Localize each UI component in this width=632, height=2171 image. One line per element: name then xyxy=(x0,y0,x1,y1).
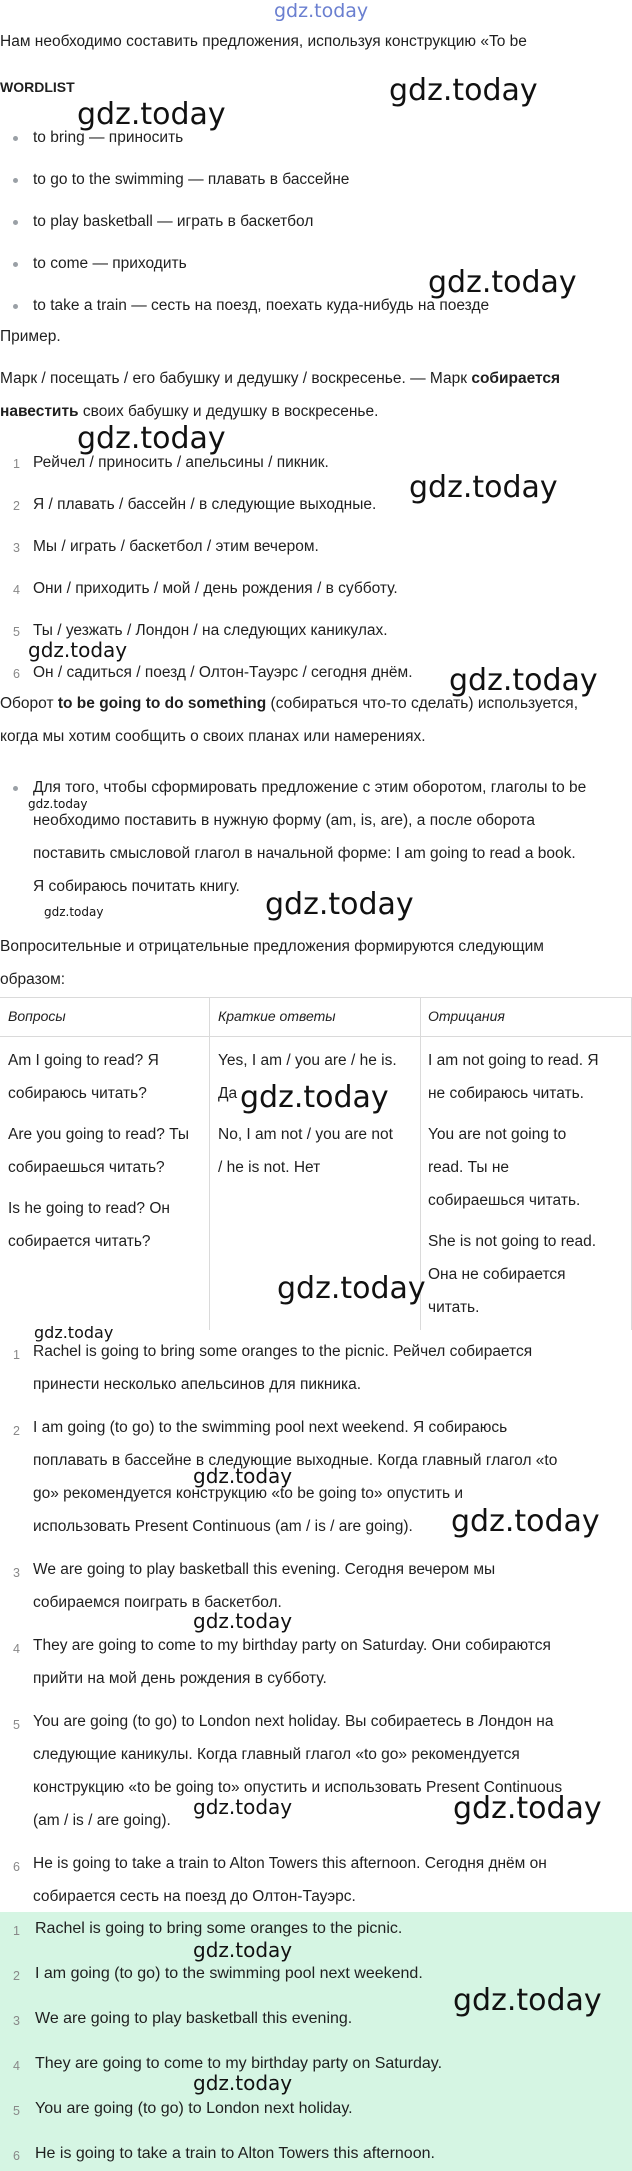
list-item: to take a train — сесть на поезд, поехать куда-нибудь на поезде xyxy=(33,297,490,314)
watermark: gdz.today xyxy=(453,1791,602,1826)
task-item: Рейчел / приносить / апельсины / пикник. xyxy=(33,454,329,471)
answer-line: собирается сесть на поезд до Олтон-Тауэрс. xyxy=(33,1888,356,1905)
rule-text: Оборот to be going to do something (собираться что-то сделать) используется, xyxy=(0,695,579,712)
watermark: gdz.today xyxy=(28,797,88,811)
table-cell: собираешься читать. xyxy=(428,1192,581,1209)
final-answer: They are going to come to my birthday party on Saturday. xyxy=(35,2055,443,2072)
table-cell: Да xyxy=(218,1085,238,1102)
bullet-icon xyxy=(13,136,18,141)
table-cell: не собираюсь читать. xyxy=(428,1085,584,1102)
watermark: gdz.today xyxy=(193,1609,293,1633)
watermark: gdz.today xyxy=(28,638,128,662)
table-cell: read. Ты не xyxy=(428,1159,510,1176)
watermark: gdz.today xyxy=(193,1938,293,1962)
bullet-icon xyxy=(13,262,18,267)
bullet-icon xyxy=(13,304,18,309)
answer-line: go» рекомендуется конструкцию «to be going to» опустить и xyxy=(33,1485,464,1502)
table-cell: Она не собирается xyxy=(428,1266,566,1283)
example-label: Пример. xyxy=(0,328,61,345)
watermark: gdz.today xyxy=(240,1080,389,1115)
answer-number: 2 xyxy=(13,1969,20,1983)
watermark: gdz.today xyxy=(77,97,226,132)
answer-line: конструкцию «to be going to» опустить и использовать Present Continuous xyxy=(33,1779,563,1796)
table-header: Вопросы xyxy=(8,1008,66,1024)
watermark: gdz.today xyxy=(277,1271,426,1306)
table-cell: No, I am not / you are not xyxy=(218,1126,393,1143)
watermark: gdz.today xyxy=(428,265,577,300)
answer-line: You are going (to go) to London next holiday. Вы собираетесь в Лондон на xyxy=(33,1713,554,1730)
list-item: to bring — приносить xyxy=(33,129,184,146)
answer-number: 4 xyxy=(13,2059,20,2073)
answer-number: 2 xyxy=(13,1424,20,1438)
watermark: gdz.today xyxy=(193,2071,293,2095)
answer-line: (am / is / are going). xyxy=(33,1812,171,1829)
bullet-icon xyxy=(13,786,18,791)
watermark: gdz.today xyxy=(409,470,558,505)
answer-line: принести несколько апельсинов для пикника. xyxy=(33,1376,362,1393)
watermark: gdz.today xyxy=(453,1983,602,2018)
final-answer: You are going (to go) to London next holiday. xyxy=(35,2100,353,2117)
example-line: навестить своих бабушку и дедушку в воскресенье. xyxy=(0,403,379,420)
outro-text: Вопросительные и отрицательные предложения формируются следующим xyxy=(0,938,544,955)
table-cell: собирается читать? xyxy=(8,1233,151,1250)
watermark: gdz.today xyxy=(193,1795,293,1819)
answer-line: They are going to come to my birthday party on Saturday. Они собираются xyxy=(33,1637,551,1654)
answer-number: 3 xyxy=(13,1566,20,1580)
table-cell: собираюсь читать? xyxy=(8,1085,147,1102)
answer-line: He is going to take a train to Alton Towers this afternoon. Сегодня днём он xyxy=(33,1855,547,1872)
answer-number: 1 xyxy=(13,1924,20,1938)
watermark: gdz.today xyxy=(44,905,104,919)
table-cell: Yes, I am / you are / he is. xyxy=(218,1052,397,1069)
task-number: 3 xyxy=(13,541,20,555)
final-answers-block xyxy=(0,1912,632,2171)
task-number: 4 xyxy=(13,583,20,597)
answer-number: 5 xyxy=(13,1718,20,1732)
task-item: Я / плавать / бассейн / в следующие выходные. xyxy=(33,496,377,513)
final-answer: He is going to take a train to Alton Towers this afternoon. xyxy=(35,2145,435,2162)
wordlist-title: WORDLIST xyxy=(0,79,75,95)
answer-number: 5 xyxy=(13,2104,20,2118)
answer-line: We are going to play basketball this evening. Сегодня вечером мы xyxy=(33,1561,496,1578)
task-item: Он / садиться / поезд / Олтон-Тауэрс / сегодня днём. xyxy=(33,664,413,681)
rule-bullet-line: Для того, чтобы сформировать предложение с этим оборотом, глаголы to be xyxy=(33,779,587,796)
task-item: Они / приходить / мой / день рождения / в субботу. xyxy=(33,580,398,597)
bullet-icon xyxy=(13,220,18,225)
final-answer: I am going (to go) to the swimming pool next weekend. xyxy=(35,1965,423,1982)
watermark: gdz.today xyxy=(389,73,538,108)
answer-line: поплавать в бассейне в следующие выходные. Когда главный глагол «to xyxy=(33,1452,558,1469)
task-item: Ты / уезжать / Лондон / на следующих каникулах. xyxy=(33,622,388,639)
instruction-text: Нам необходимо составить предложения, используя конструкцию «To be xyxy=(0,33,527,50)
answer-number: 6 xyxy=(13,2149,20,2163)
rule-text: когда мы хотим сообщить о своих планах или намерениях. xyxy=(0,728,426,745)
table-border xyxy=(209,997,210,1330)
list-item: to come — приходить xyxy=(33,255,187,272)
task-number: 6 xyxy=(13,667,20,681)
bullet-icon xyxy=(13,178,18,183)
table-cell: I am not going to read. Я xyxy=(428,1052,599,1069)
rule-bullet-line: Я собираюсь почитать книгу. xyxy=(33,878,240,895)
header-watermark: gdz.today xyxy=(274,0,369,22)
watermark: gdz.today xyxy=(77,421,226,456)
example-line: Марк / посещать / его бабушку и дедушку / воскресенье. — Марк собирается xyxy=(0,370,561,387)
answer-number: 4 xyxy=(13,1642,20,1656)
answer-line: использовать Present Continuous (am / is / are going). xyxy=(33,1518,413,1535)
rule-bullet-line: необходимо поставить в нужную форму (am, is, are), а после оборота xyxy=(33,812,536,829)
task-item: Мы / играть / баскетбол / этим вечером. xyxy=(33,538,319,555)
task-number: 2 xyxy=(13,499,20,513)
outro-text: образом: xyxy=(0,971,66,988)
table-cell: Is he going to read? Он xyxy=(8,1200,170,1217)
table-cell: Are you going to read? Ты xyxy=(8,1126,190,1143)
table-cell: / he is not. Нет xyxy=(218,1159,321,1176)
rule-bullet-line: поставить смысловой глагол в начальной форме: I am going to read a book. xyxy=(33,845,576,862)
watermark: gdz.today xyxy=(449,663,598,698)
watermark: gdz.today xyxy=(265,887,414,922)
table-cell: собираешься читать? xyxy=(8,1159,165,1176)
table-header: Краткие ответы xyxy=(218,1008,336,1024)
task-number: 1 xyxy=(13,457,20,471)
table-cell: читать. xyxy=(428,1299,480,1316)
answer-line: следующие каникулы. Когда главный глагол «to go» рекомендуется xyxy=(33,1746,520,1763)
answer-number: 3 xyxy=(13,2014,20,2028)
table-cell: You are not going to xyxy=(428,1126,567,1143)
answer-line: I am going (to go) to the swimming pool next weekend. Я собираюсь xyxy=(33,1419,508,1436)
answer-line: собираемся поиграть в баскетбол. xyxy=(33,1594,282,1611)
table-cell: She is not going to read. xyxy=(428,1233,597,1250)
table-cell: Am I going to read? Я xyxy=(8,1052,159,1069)
table-border xyxy=(0,997,632,998)
list-item: to play basketball — играть в баскетбол xyxy=(33,213,314,230)
table-header: Отрицания xyxy=(428,1008,505,1024)
watermark: gdz.today xyxy=(451,1504,600,1539)
answer-number: 1 xyxy=(13,1348,20,1362)
watermark: gdz.today xyxy=(193,1464,293,1488)
answer-number: 6 xyxy=(13,1860,20,1874)
final-answer: Rachel is going to bring some oranges to the picnic. xyxy=(35,1920,403,1937)
table-border xyxy=(0,1036,632,1037)
task-number: 5 xyxy=(13,625,20,639)
watermark: gdz.today xyxy=(34,1323,114,1342)
answer-line: Rachel is going to bring some oranges to the picnic. Рейчел собирается xyxy=(33,1343,533,1360)
answer-line: прийти на мой день рождения в субботу. xyxy=(33,1670,327,1687)
list-item: to go to the swimming — плавать в бассейне xyxy=(33,171,350,188)
final-answer: We are going to play basketball this evening. xyxy=(35,2010,353,2027)
